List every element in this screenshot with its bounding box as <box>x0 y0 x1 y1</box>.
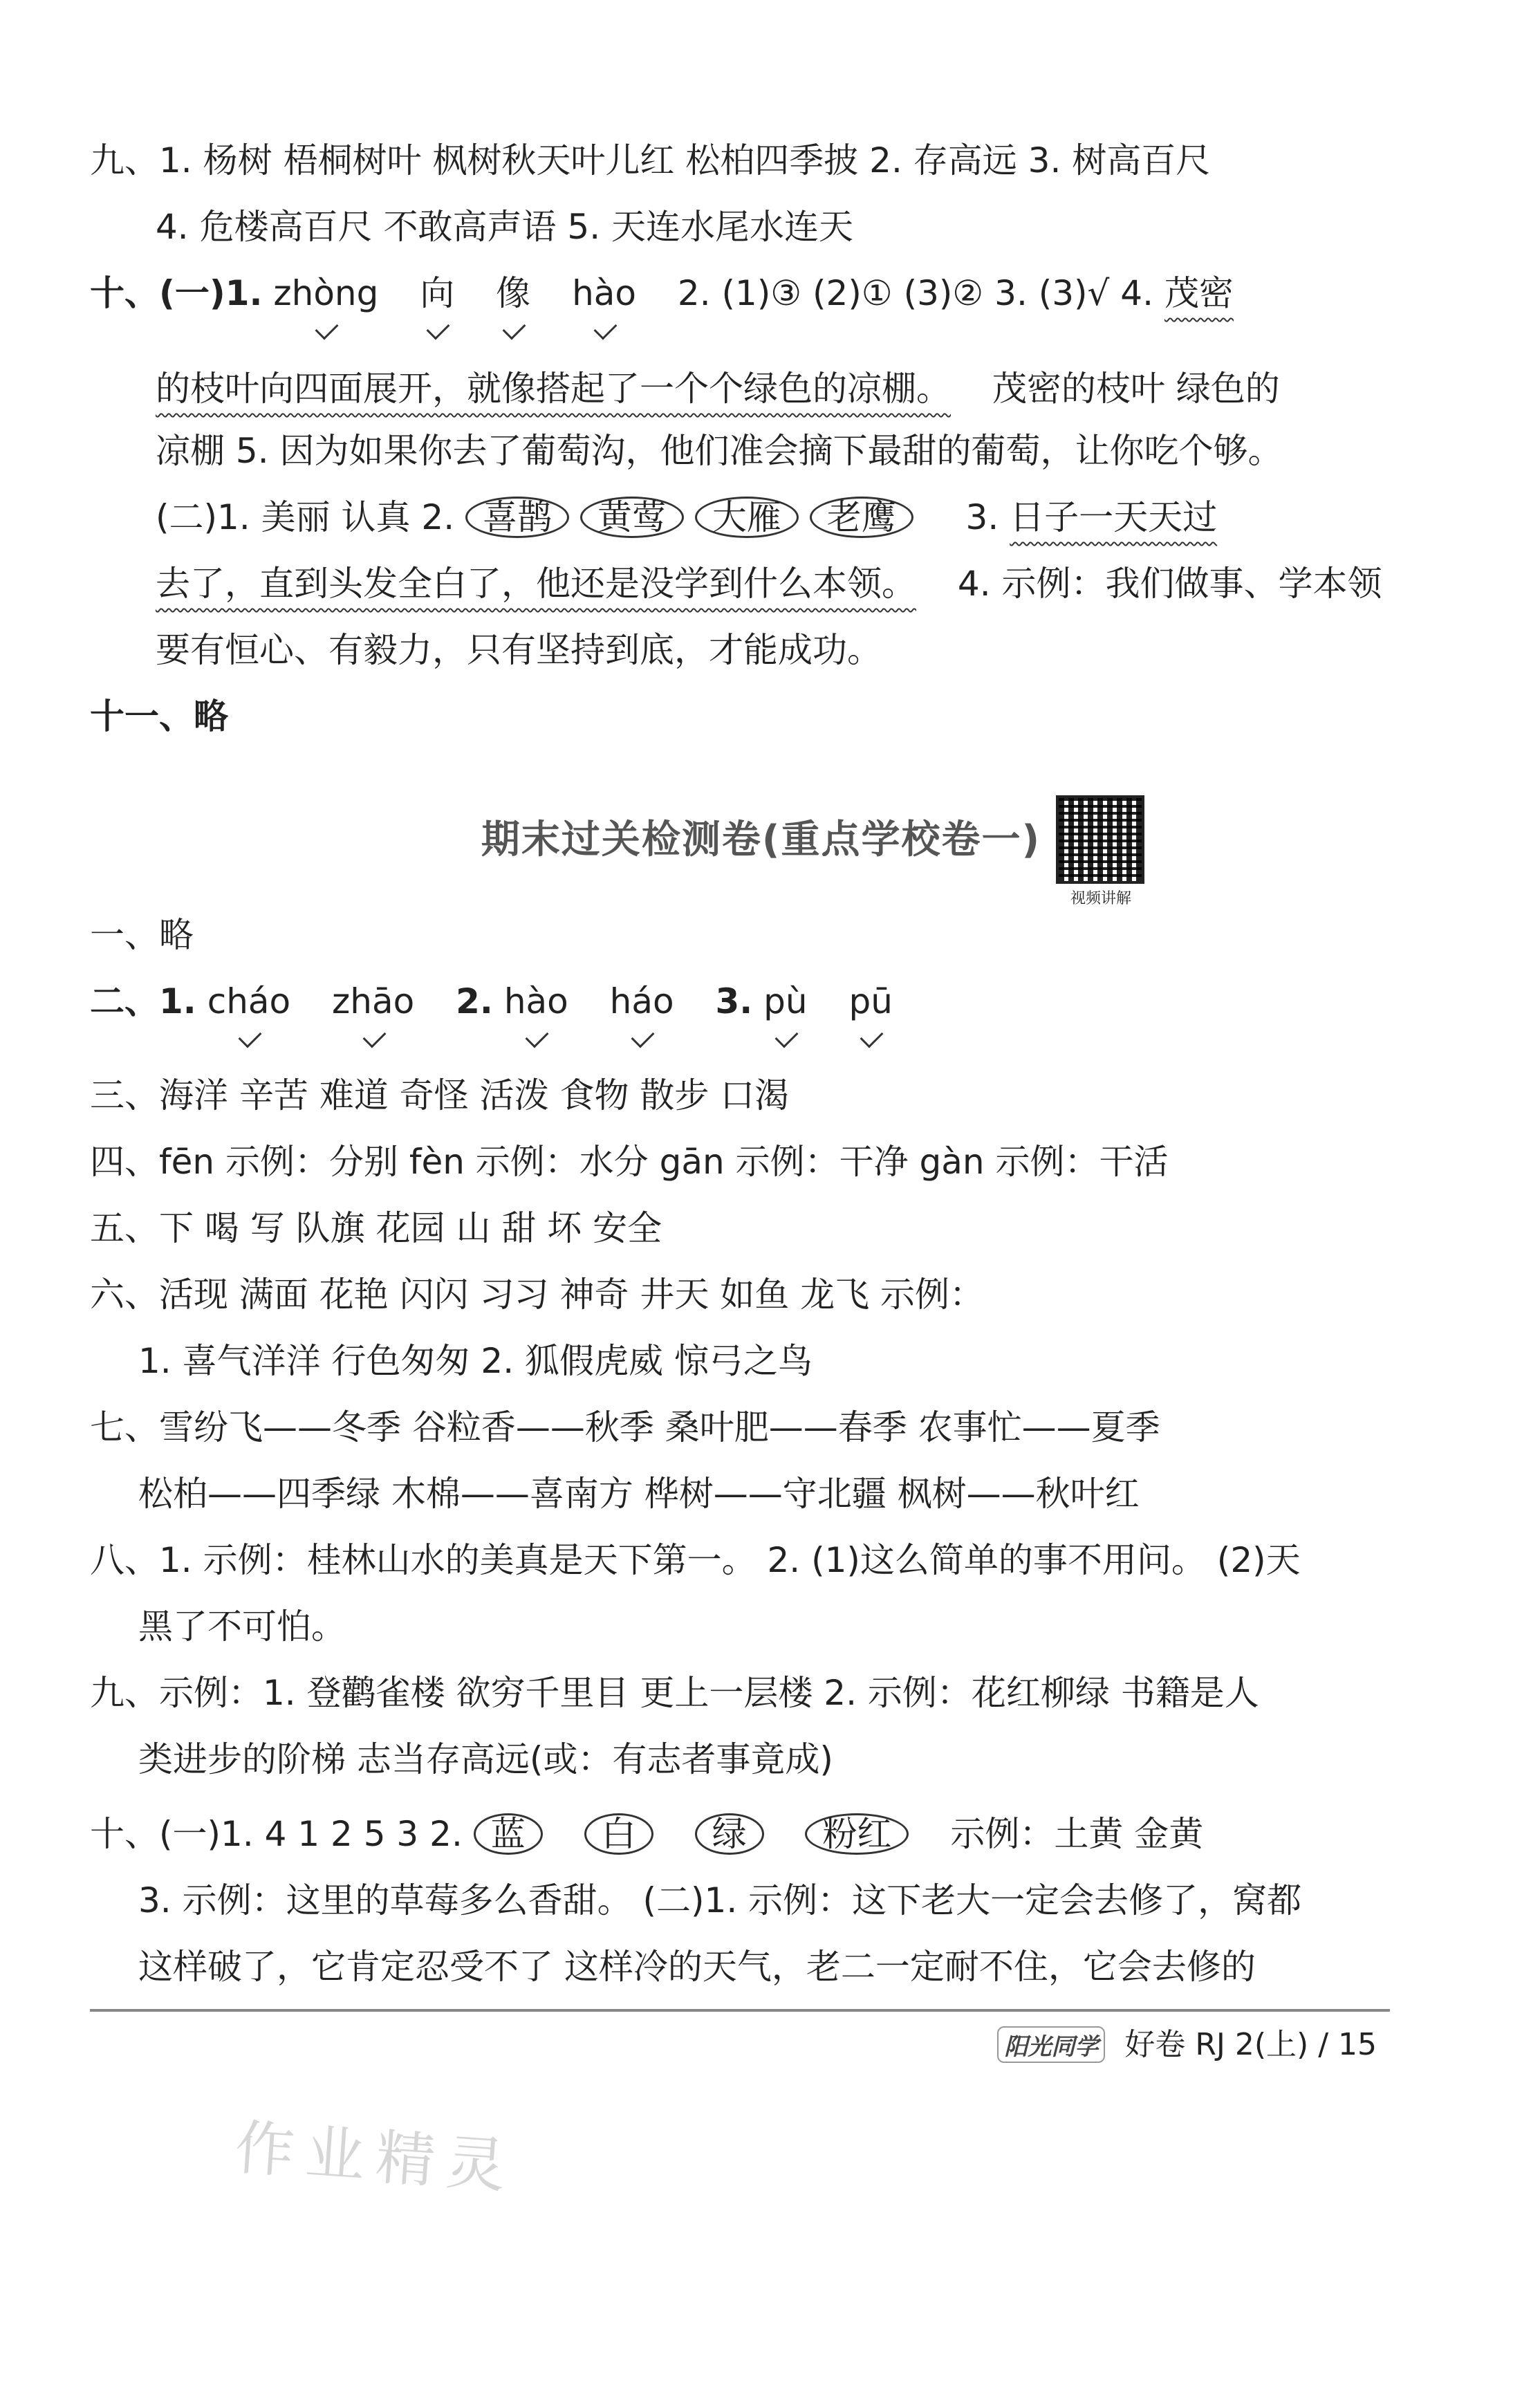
text: 五、下 喝 写 队旗 花园 山 甜 坏 安全 <box>90 1208 662 1248</box>
answer-line-7 <box>90 1405 1160 1450</box>
text: 六、活现 满面 花艳 闪闪 习习 神奇 井天 如鱼 龙飞 示例： <box>90 1275 985 1315</box>
item-label: 二、1. <box>90 981 196 1021</box>
qr-code-icon[interactable] <box>1056 795 1144 884</box>
text: 4. 示例：我们做事、学本领 <box>957 564 1382 604</box>
qr-label: 视频讲解 <box>1070 890 1131 907</box>
answer-line-2 <box>90 979 893 1024</box>
answer-line-9b-cont <box>138 1737 833 1781</box>
answer-line-1 <box>90 913 194 957</box>
answer-line-9-cont <box>156 205 853 249</box>
section-title: 期末过关检测卷(重点学校卷一) <box>481 817 1041 862</box>
answer-line-10-cont <box>156 367 1280 411</box>
checked-answer: háo <box>610 979 674 1024</box>
checked-answer: pù <box>763 979 807 1024</box>
footer-divider <box>90 2009 1390 2012</box>
text: 四、fēn 示例：分别 fèn 示例：水分 gān 示例：干净 gàn 示例：干活 <box>90 1142 1169 1182</box>
item-label: 3. <box>715 981 753 1021</box>
answer-line-5 <box>90 1206 662 1250</box>
text: 1. 喜气洋洋 行色匆匆 2. 狐假虎威 惊弓之鸟 <box>138 1341 813 1381</box>
answer-line-9b <box>90 1671 1259 1715</box>
text: (二)1. 美丽 认真 2. <box>156 497 455 537</box>
answer-line-10-part2 <box>156 495 1217 539</box>
checked-answer: cháo <box>207 979 290 1024</box>
circled-answer: 老鹰 <box>810 497 913 538</box>
answer-line-6 <box>90 1272 984 1317</box>
item-label: 十、(一)1. <box>90 273 263 313</box>
answer-line-10-part2-cont <box>156 562 1382 606</box>
brand-logo: 阳光同学 <box>997 2026 1105 2063</box>
circled-answer: 绿 <box>695 1813 764 1855</box>
answer-line-7-cont <box>138 1472 1140 1516</box>
text: 凉棚 5. 因为如果你去了葡萄沟，他们准会摘下最甜的葡萄，让你吃个够。 <box>156 431 1283 471</box>
checked-answer: 像 <box>496 271 530 315</box>
text: 七、雪纷飞——冬季 谷粒香——秋季 桑叶肥——春季 农事忙——夏季 <box>90 1407 1160 1447</box>
answer-line-8-cont <box>138 1604 346 1649</box>
checked-answer: hào <box>572 271 636 315</box>
text: 示例：土黄 金黄 <box>950 1814 1204 1854</box>
answer-line-10b-cont <box>138 1945 1256 1989</box>
answer-line-10b-cont <box>138 1878 1301 1923</box>
text: 黑了不可怕。 <box>138 1606 346 1647</box>
wavy-underlined-text: 的枝叶向四面展开，就像搭起了一个个绿色的凉棚。 <box>156 369 951 409</box>
checked-answer: pū <box>849 979 893 1024</box>
answer-line-10-cont <box>156 429 1283 473</box>
text: 2. (1)③ (2)① (3)② 3. (3)√ 4. <box>677 273 1154 313</box>
text: 这样破了，它肯定忍受不了 这样冷的天气，老二一定耐不住，它会去修的 <box>138 1947 1256 1987</box>
page-footer <box>997 2019 1377 2064</box>
watermark: 作业精灵 <box>232 2113 519 2203</box>
text: 八、1. 示例：桂林山水的美真是天下第一。 2. (1)这么简单的事不用问。 (2)天 <box>90 1540 1301 1580</box>
circled-answer: 白 <box>584 1813 653 1855</box>
text: 十、(一)1. 4 1 2 5 3 2. <box>90 1814 463 1854</box>
circled-answer: 黄莺 <box>580 497 684 538</box>
checked-answer: hào <box>504 979 568 1024</box>
text: 十一、略 <box>90 696 228 737</box>
answer-line-3 <box>90 1073 789 1118</box>
circled-answer: 喜鹊 <box>465 497 569 538</box>
checked-answer: zhāo <box>332 979 414 1024</box>
wavy-underlined-text: 日子一天天过 <box>1010 497 1218 537</box>
footer-text: 好卷 RJ 2(上) / 15 <box>1124 2027 1377 2062</box>
text: 3. <box>965 497 999 537</box>
text: 3. 示例：这里的草莓多么香甜。 (二)1. 示例：这下老大一定会去修了，窝都 <box>138 1880 1302 1920</box>
text: 要有恒心、有毅力，只有坚持到底，才能成功。 <box>156 630 882 670</box>
circled-answer: 蓝 <box>474 1813 543 1855</box>
answer-line-8 <box>90 1538 1301 1582</box>
text: 4. 危楼高百尺 不敢高声语 5. 天连水尾水连天 <box>156 207 853 247</box>
checked-answer: 向 <box>420 271 454 315</box>
circled-answer: 大雁 <box>695 497 799 538</box>
text: 九、1. 杨树 梧桐树叶 枫树秋天叶儿红 松柏四季披 2. 存高远 3. 树高百尺 <box>90 140 1211 180</box>
text: 茂密的枝叶 绿色的 <box>992 369 1280 409</box>
text: 类进步的阶梯 志当存高远(或：有志者事竟成) <box>138 1739 833 1779</box>
text: 一、略 <box>90 915 194 955</box>
answer-line-4 <box>90 1140 1169 1184</box>
circled-answer: 粉红 <box>805 1813 909 1855</box>
text: 三、海洋 辛苦 难道 奇怪 活泼 食物 散步 口渴 <box>90 1075 790 1115</box>
answer-line-10 <box>90 271 1234 315</box>
wavy-underlined-text: 去了，直到头发全白了，他还是没学到什么本领。 <box>156 564 916 604</box>
text: 九、示例：1. 登鹳雀楼 欲穷千里目 更上一层楼 2. 示例：花红柳绿 书籍是人 <box>90 1673 1259 1713</box>
wavy-underlined-text: 茂密 <box>1164 273 1234 313</box>
answer-line-9 <box>90 138 1210 183</box>
text: 松柏——四季绿 木棉——喜南方 桦树——守北疆 枫树——秋叶红 <box>138 1474 1140 1514</box>
answer-line-6-cont <box>138 1339 813 1383</box>
answer-line-10b <box>90 1812 1203 1856</box>
checked-answer: zhòng <box>273 271 378 315</box>
answer-line-10-part2-cont <box>156 628 882 672</box>
answer-line-11 <box>90 694 228 739</box>
item-label: 2. <box>456 981 493 1021</box>
